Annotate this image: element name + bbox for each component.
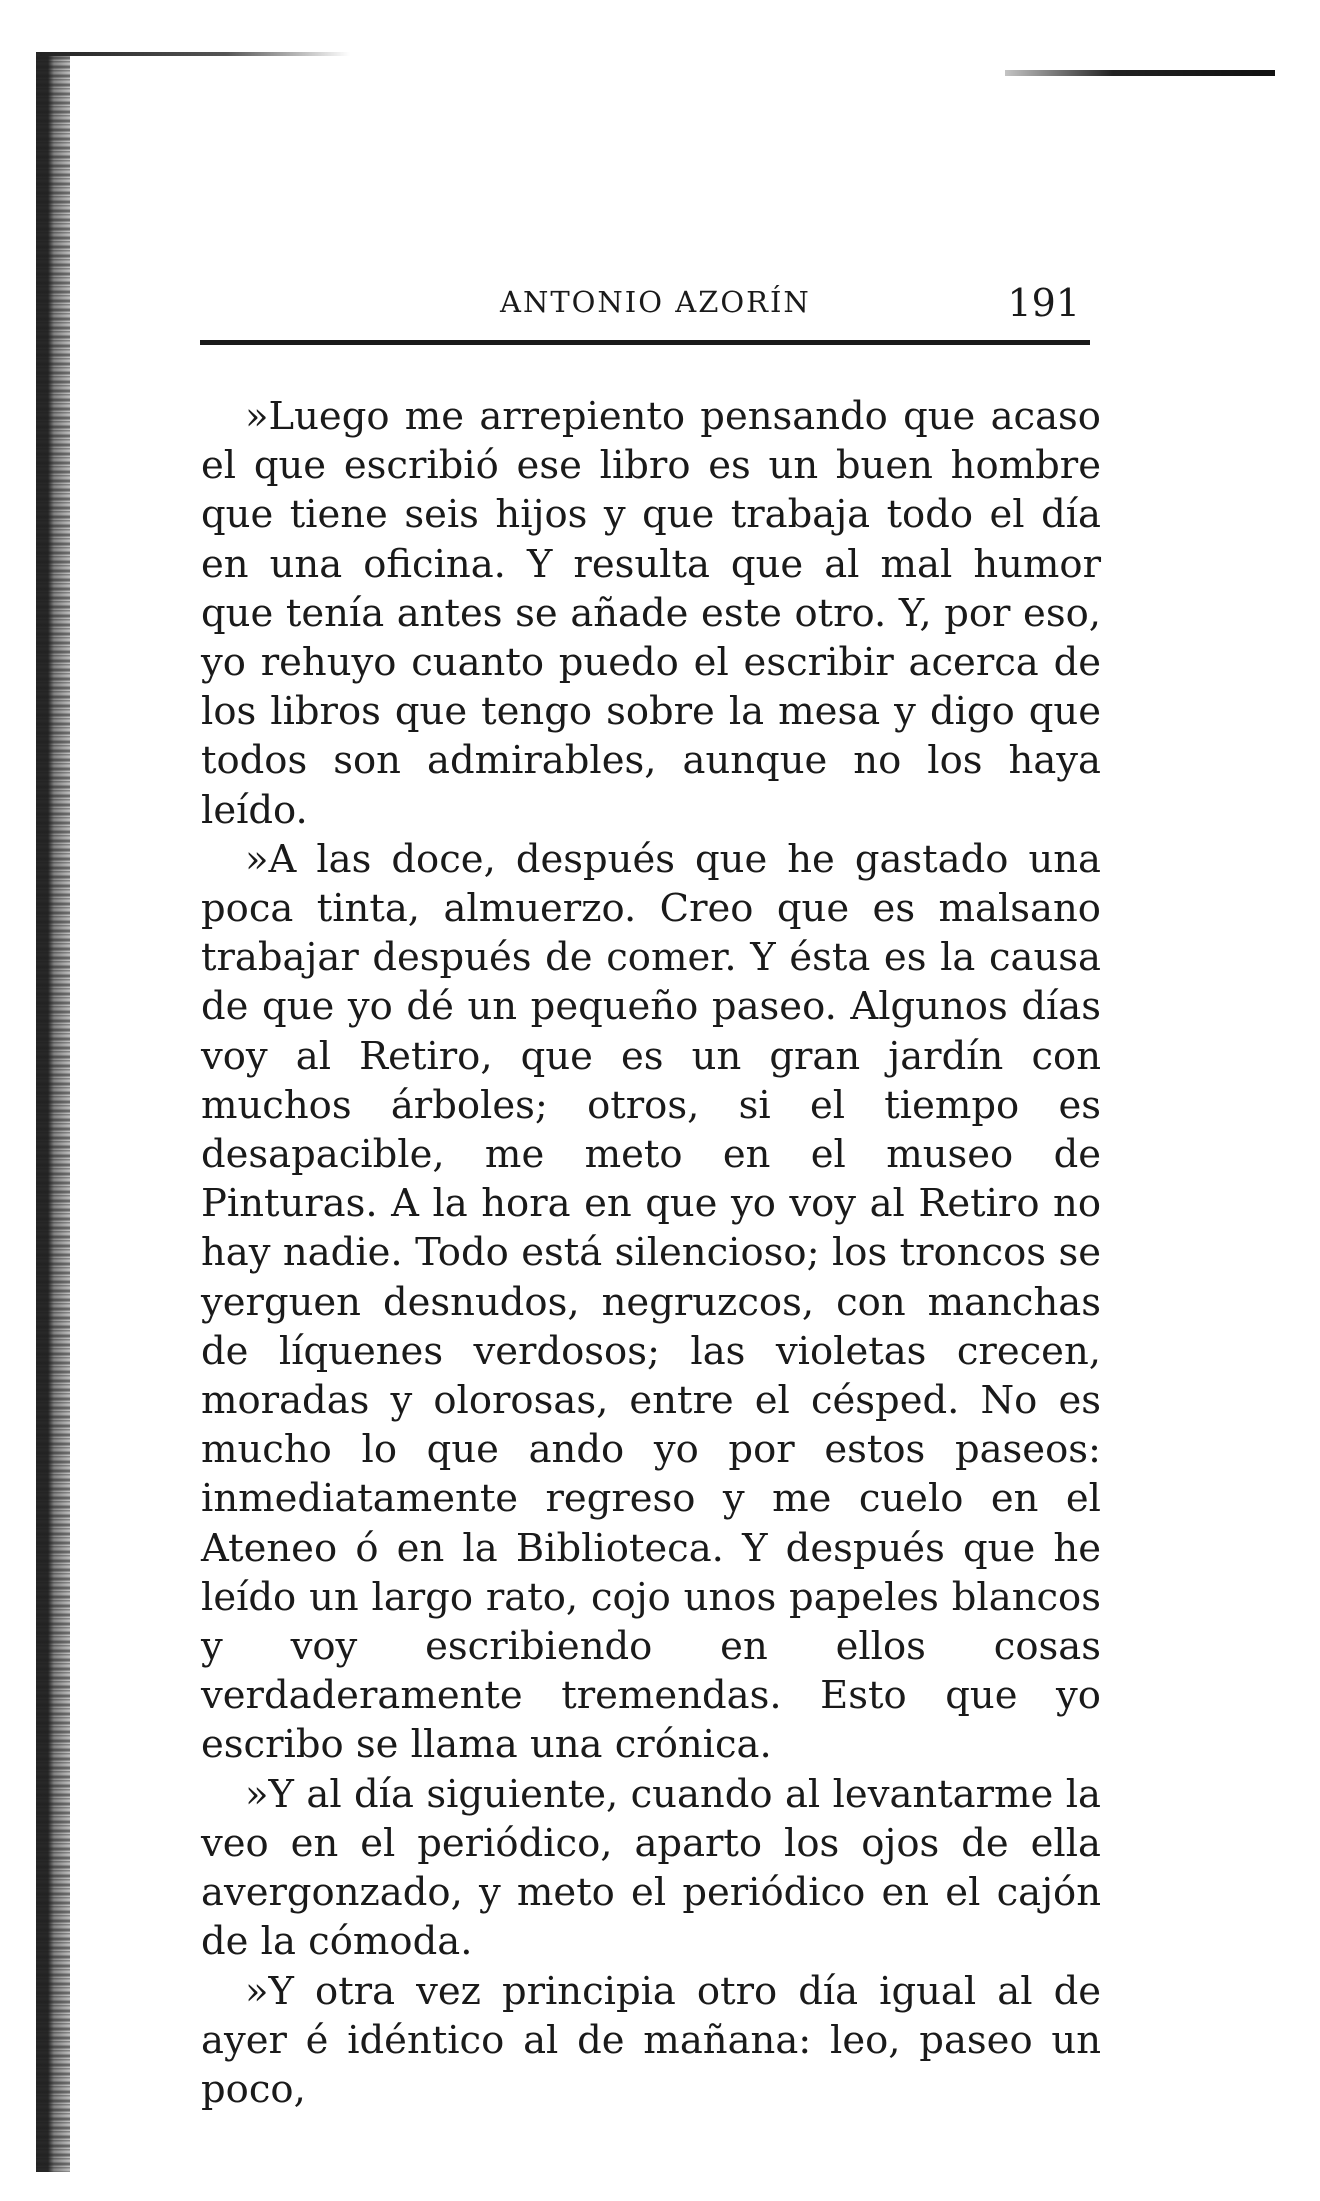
scan-edge-rule-left xyxy=(40,52,350,56)
page-header xyxy=(200,281,1100,345)
paragraph: »Y al día siguiente, cuando al levantarme la veo en el periódico, aparto los ojos de ella avergonzado, y meto el periódico en el cajón de la cómoda. xyxy=(201,1771,1101,1965)
paragraph: »A las doce, después que he gastado una poca tinta, almuerzo. Creo que es malsano trabajar después de comer. Y ésta es la causa de que yo dé un pequeño paseo. Algunos días voy al Retiro, que es un gran jardín con muchos árboles; otros, si el tiempo es desapacible, me meto en el museo de Pinturas. A la hora en que yo voy al Retiro no hay nadie. Todo está silencioso; los troncos se yerguen desnudos, negruzcos, con manchas de líquenes verdosos; las violetas crecen, moradas y olorosas, entre el césped. No es mucho lo que ando yo por estos paseos: inmediatamente regreso y me cuelo en el Ateneo ó en la Biblioteca. Y después que he leído un largo rato, cojo unos papeles blancos y voy escribiendo en ellos cosas verdaderamente tremendas. Esto que yo escribo se llama una crónica. xyxy=(201,836,1101,1768)
scan-edge-rule-right xyxy=(1005,70,1275,76)
running-head: ANTONIO AZORÍN xyxy=(500,285,811,319)
paragraph: »Y otra vez principia otro día igual al de ayer é idéntico al de mañana: leo, paseo un poco, xyxy=(201,1968,1101,2112)
page-binding-edge xyxy=(36,52,70,2172)
body-text xyxy=(201,392,1101,2114)
paragraph: »Luego me arrepiento pensando que acaso el que escribió ese libro es un buen hombre que tiene seis hijos y que trabaja todo el día en una oficina. Y resulta que al mal humor que tenía antes se añade este otro. Y, por eso, yo rehuyo cuanto puedo el escribir acerca de los libros que tengo sobre la mesa y digo que todos son admirables, aunque no los haya leído. xyxy=(201,394,1101,833)
header-rule xyxy=(200,340,1090,345)
page-number: 191 xyxy=(1007,281,1080,325)
